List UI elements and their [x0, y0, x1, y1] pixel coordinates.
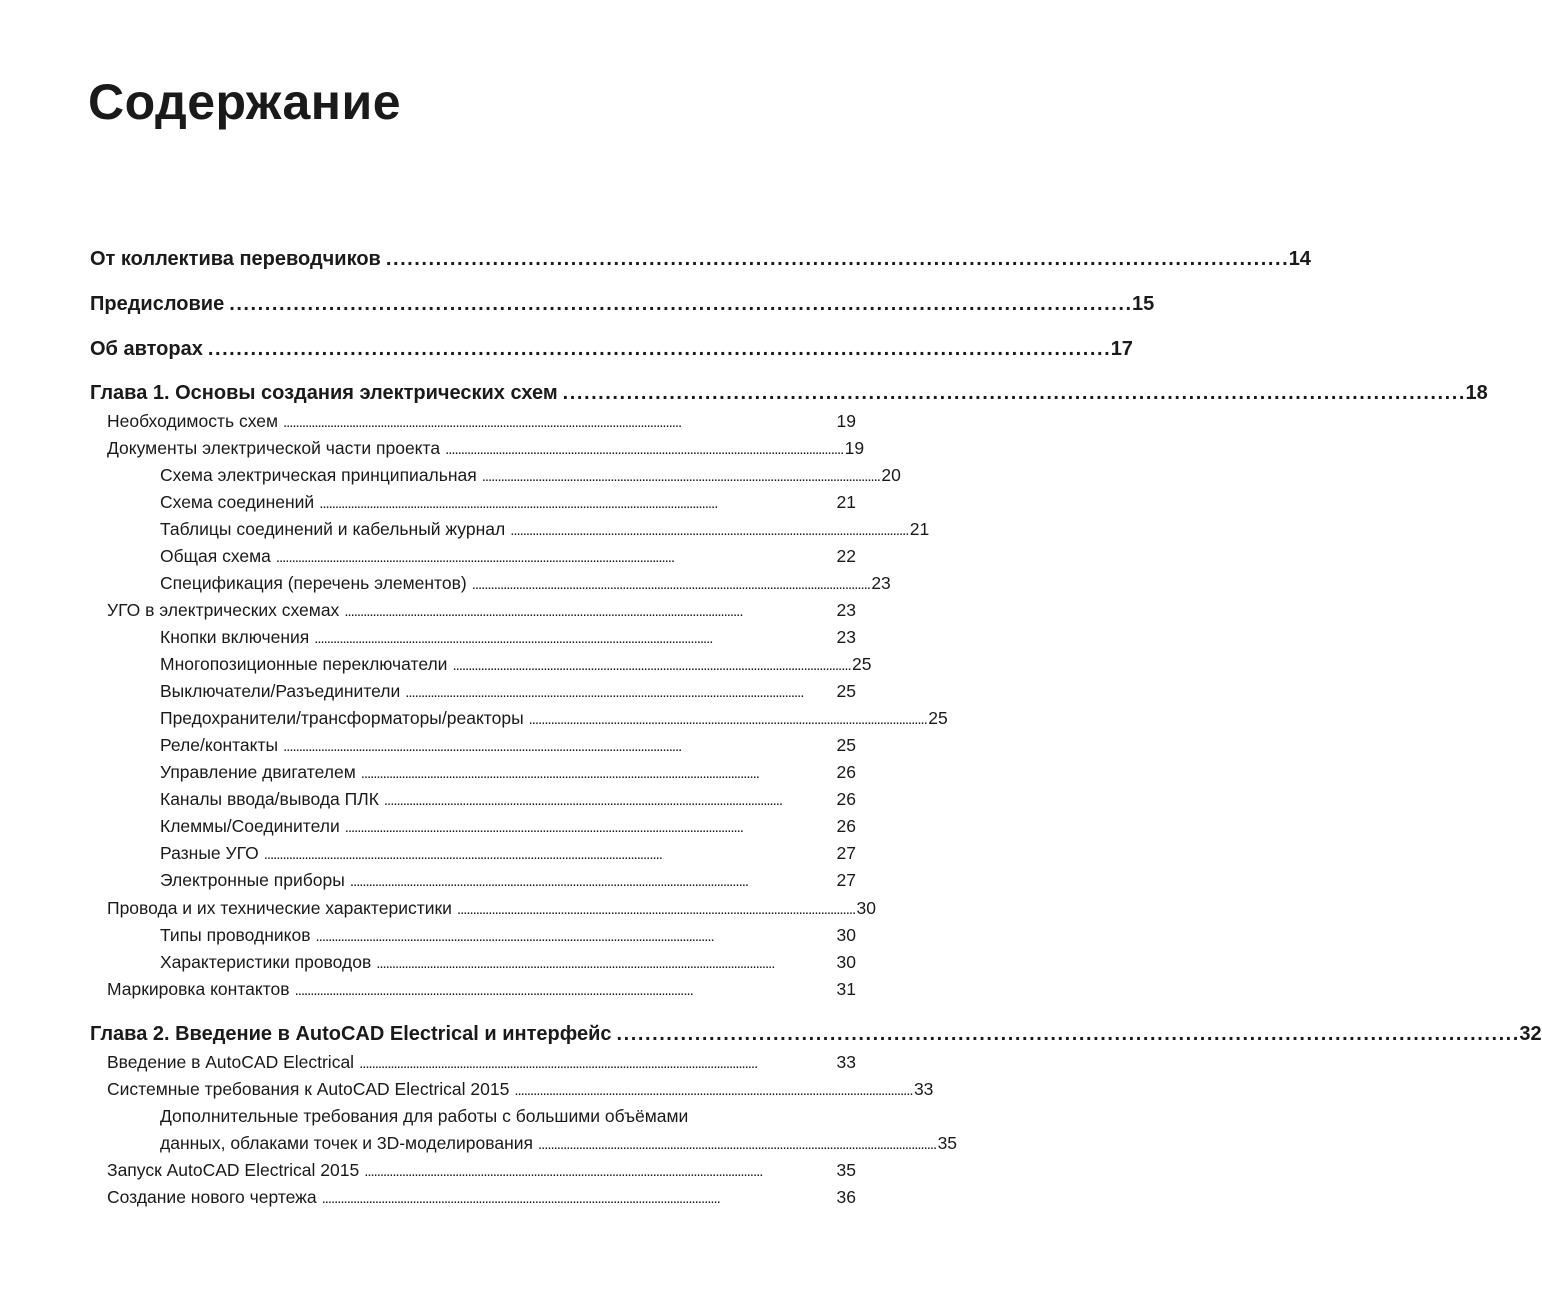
dot-leader: [345, 814, 834, 840]
toc-entry-title: Запуск AutoCAD Electrical 2015: [107, 1160, 360, 1180]
toc-page-number: 19: [836, 411, 856, 431]
toc-entry-title: Многопозиционные переключатели: [160, 654, 448, 674]
toc-page-number: 35: [937, 1133, 958, 1153]
toc-entry-title: От коллектива переводчиков: [90, 248, 381, 270]
toc-entry-title: Управление двигателем: [160, 762, 356, 782]
toc-entry-title: Схема соединений: [160, 492, 315, 512]
toc-section[interactable]: [90, 409, 856, 435]
toc-page-number: 31: [836, 979, 856, 999]
toc-entry-title: Маркировка контактов: [107, 979, 290, 999]
toc-page-number: 17: [1110, 338, 1133, 360]
toc-entry-title: Введение в AutoCAD Electrical: [107, 1052, 355, 1072]
toc-page-number: 33: [913, 1079, 934, 1099]
dot-leader: [529, 706, 926, 732]
toc-subsection[interactable]: [90, 814, 856, 840]
toc-entry-title: Необходимость схем: [107, 411, 279, 431]
toc-entry-title: Предисловие: [90, 293, 225, 315]
toc-page-number: 15: [1132, 293, 1155, 315]
toc-page-number: 25: [928, 708, 948, 728]
toc-entry-title: Создание нового чертежа: [107, 1187, 317, 1207]
dot-leader: [295, 977, 834, 1003]
toc-subsection[interactable]: [90, 706, 948, 732]
toc-page-number: 14: [1288, 248, 1311, 270]
toc-entry-title: Документы электрической части проекта: [107, 438, 441, 458]
toc-page-number: 22: [836, 546, 856, 566]
toc-page-number: 33: [836, 1052, 856, 1072]
dot-leader: [457, 896, 854, 922]
toc-section[interactable]: [90, 598, 856, 624]
dot-leader: [264, 841, 834, 867]
toc-page-number: 27: [836, 843, 856, 863]
dot-leader: [364, 1158, 833, 1184]
toc-page-number: 23: [836, 600, 856, 620]
toc-entry-translators[interactable]: [90, 246, 1311, 272]
toc-entry-title: УГО в электрических схемах: [107, 600, 340, 620]
dot-leader: [514, 1077, 911, 1103]
dot-leader: [538, 1131, 935, 1157]
toc-subsection[interactable]: [90, 868, 856, 894]
toc-subsection[interactable]: [90, 950, 856, 976]
toc-page-number: 25: [836, 735, 856, 755]
dot-leader: [386, 246, 1286, 272]
toc-page-number: 21: [836, 492, 856, 512]
dot-leader: [452, 652, 849, 678]
toc-entry-title: Выключатели/Разъединители: [160, 681, 401, 701]
toc-subsection[interactable]: [90, 760, 856, 786]
toc-entry-title: Схема электрическая принципиальная: [160, 465, 477, 485]
dot-leader: [229, 291, 1129, 317]
toc-entry-title: данных, облаками точек и 3D-моделирования: [160, 1133, 533, 1153]
toc-page-number: 25: [836, 681, 856, 701]
dot-leader: [316, 923, 834, 949]
toc-entry-title: Спецификация (перечень элементов): [160, 573, 467, 593]
dot-leader: [482, 463, 879, 489]
toc-entry-title: Реле/контакты: [160, 735, 279, 755]
toc-page-number: 26: [836, 762, 856, 782]
toc-page-number: 30: [856, 898, 876, 918]
toc-subsection[interactable]: [90, 490, 856, 516]
toc-entry-title: Провода и их технические характеристики: [107, 898, 452, 918]
toc-subsection[interactable]: [90, 733, 856, 759]
dot-leader: [283, 409, 834, 435]
toc-page-number: 23: [871, 573, 891, 593]
toc-entry-preface[interactable]: [90, 291, 1155, 317]
dot-leader: [472, 571, 869, 597]
toc-entry-title: Характеристики проводов: [160, 952, 372, 972]
toc-entry-title: Системные требования к AutoCAD Electrical 2015: [107, 1079, 510, 1099]
toc-entry-title: Каналы ввода/вывода ПЛК: [160, 789, 379, 809]
toc-subsection[interactable]: [90, 787, 856, 813]
toc-entry-title: Таблицы соединений и кабельный журнал: [160, 519, 506, 539]
dot-leader: [361, 760, 834, 786]
toc-subsection[interactable]: [90, 571, 891, 597]
dot-leader: [405, 679, 833, 705]
toc-subsection[interactable]: [90, 679, 856, 705]
dot-leader: [445, 436, 842, 462]
dot-leader: [376, 950, 833, 976]
page-title: Содержание: [88, 74, 402, 130]
dot-leader: [617, 1021, 1517, 1047]
toc-subsection[interactable]: [90, 1131, 958, 1157]
toc-entry-title: Общая схема: [160, 546, 271, 566]
dot-leader: [563, 380, 1463, 406]
toc-entry-title: Предохранители/трансформаторы/реакторы: [160, 708, 524, 728]
dot-leader: [276, 544, 834, 570]
dot-leader: [208, 336, 1108, 362]
toc-page-number: 18: [1465, 382, 1488, 404]
dot-leader: [283, 733, 833, 759]
toc-subsection[interactable]: [90, 841, 856, 867]
toc-entry-authors[interactable]: [90, 336, 1133, 362]
toc-entry-title: Об авторах: [90, 338, 203, 360]
toc-section[interactable]: [90, 1158, 856, 1184]
toc-page-number: 23: [836, 627, 856, 647]
dot-leader: [384, 787, 834, 813]
toc-page-number: 30: [836, 925, 856, 945]
dot-leader: [344, 598, 833, 624]
toc-page-number: 20: [881, 465, 901, 485]
toc-section[interactable]: [90, 977, 856, 1003]
toc-page-number: 21: [909, 519, 930, 539]
toc-entry-title: Разные УГО: [160, 843, 259, 863]
toc-subsection[interactable]: [90, 517, 930, 543]
toc-section[interactable]: [90, 1050, 856, 1076]
toc-subsection[interactable]: [90, 652, 872, 678]
dot-leader: [314, 625, 833, 651]
toc-page-number: 36: [836, 1187, 856, 1207]
toc-page-number: 30: [836, 952, 856, 972]
toc-section[interactable]: [90, 1185, 856, 1211]
table-of-contents: [90, 0, 1542, 1300]
dot-leader: [510, 517, 907, 543]
toc-page-number: 26: [836, 789, 856, 809]
toc-chapter-1[interactable]: [90, 380, 1488, 406]
toc-subsection[interactable]: [90, 923, 856, 949]
toc-entry-title: Глава 1. Основы создания электрических схем: [90, 382, 558, 404]
dot-leader: [350, 868, 834, 894]
toc-entry-title: Электронные приборы: [160, 870, 345, 890]
toc-entry-title: Глава 2. Введение в AutoCAD Electrical и интерфейс: [90, 1023, 612, 1045]
toc-section[interactable]: [90, 436, 865, 462]
toc-entry-title: Типы проводников: [160, 925, 311, 945]
toc-page-number: 19: [844, 438, 865, 458]
toc-subsection[interactable]: [90, 463, 901, 489]
toc-section[interactable]: [90, 896, 876, 922]
toc-subsection[interactable]: [90, 625, 856, 651]
toc-page-number: 26: [836, 816, 856, 836]
dot-leader: [319, 490, 833, 516]
toc-page-number: 25: [852, 654, 872, 674]
toc-entry-title-line1[interactable]: Дополнительные требования для работы с большими объёмами: [160, 1106, 689, 1126]
toc-page-number: 27: [836, 870, 856, 890]
toc-subsection[interactable]: [90, 544, 856, 570]
toc-chapter-2[interactable]: [90, 1021, 1542, 1047]
dot-leader: [322, 1185, 834, 1211]
toc-section[interactable]: [90, 1077, 934, 1103]
dot-leader: [359, 1050, 833, 1076]
toc-entry-title: Клеммы/Соединители: [160, 816, 340, 836]
toc-page-number: 32: [1519, 1023, 1542, 1045]
toc-page-number: 35: [836, 1160, 856, 1180]
toc-entry-title: Кнопки включения: [160, 627, 310, 647]
